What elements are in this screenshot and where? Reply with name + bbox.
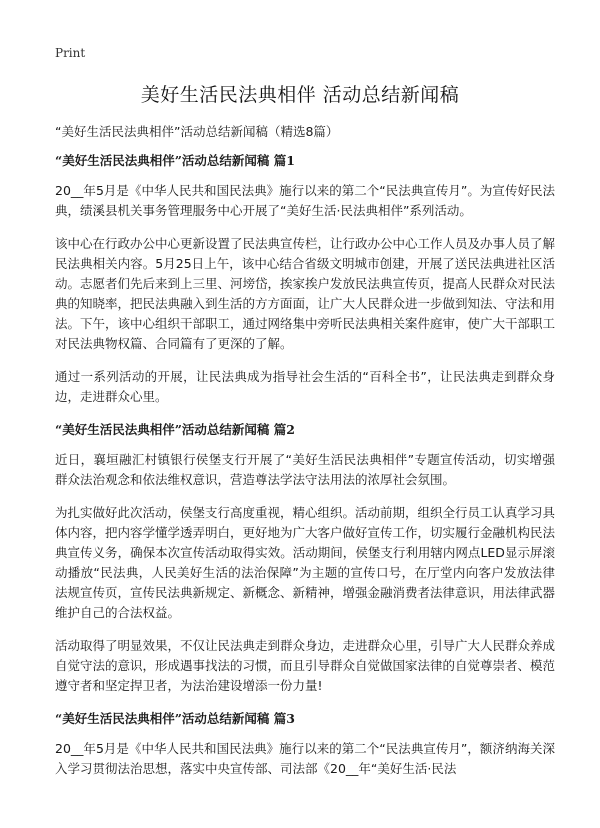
article-section [55,420,555,696]
section-heading: “美好生活民法典相伴”活动总结新闻稿 篇2 [55,422,295,437]
section-heading: “美好生活民法典相伴”活动总结新闻稿 篇1 [55,153,295,168]
document-body [55,122,555,792]
paragraph: 活动取得了明显效果，不仅让民法典走到群众身边，走进群众心里，引导广大人民群众养成自觉守法的意识，形成遇事找法的习惯，而且引导群众自觉做国家法律的自觉尊崇者、模范遵守者和坚定捍卫者，为法治建设增添一份力量! [55,638,556,693]
section-heading: “美好生活民法典相伴”活动总结新闻稿 篇3 [55,711,295,726]
document-subtitle: “美好生活民法典相伴”活动总结新闻稿（精选8篇） [55,124,339,139]
article-section [55,151,555,407]
paragraph: 通过一系列活动的开展，让民法典成为指导社会生活的“百科全书”，让民法典走到群众身边，走进群众心里。 [55,369,555,404]
paragraph: 20__年5月是《中华人民共和国民法典》施行以来的第二个“民法典宣传月”，额济纳海关深入学习贯彻法治思想，落实中央宣传部、司法部《20__年“美好生活·民法 [55,741,555,776]
paragraph: 该中心在行政办公中心更新设置了民法典宣传栏，让行政办公中心工作人员及办事人员了解民法典相关内容。5月25日上午，该中心结合省级文明城市创建，开展了送民法典进社区活动。志愿者们先后来到上三里、河塝岱，挨家挨户发放民法典宣传页，提高人民群众对民法典的知晓率，把民法典融入到生活的方方面面，让广大人民群众进一步做到知法、守法和用法。下午，该中心组织干部职工，通过网络集中旁听民法典相关案件庭审，使广大干部职工对民法典物权篇、合同篇有了更深的了解。 [55,236,556,351]
paragraph: 近日，襄垣融汇村镇银行侯堡支行开展了“美好生活民法典相伴”专题宣传活动，切实增强群众法治观念和依法维权意识，营造尊法学法守法用法的浓厚社会氛围。 [55,452,555,487]
article-section [55,709,555,779]
document-title: 美好生活民法典相伴 活动总结新闻稿 [140,84,460,106]
print-label: Print [55,46,86,60]
paragraph: 为扎实做好此次活动，侯堡支行高度重视，精心组织。活动前期，组织全行员工认真学习具体内容，把内容学懂学透弄明白，更好地为广大客户做好宣传工作，切实履行金融机构民法典宣传义务，确保本次宣传活动取得实效。活动期间，侯堡支行利用辖内网点LED显示屏滚动播放“民法典，人民美好生活的法治保障”为主题的宣传口号，在厅堂内向客户发放法律法规宣传页，宣传民法典新规定、新概念、新精神，增强金融消费者法律意识，用法律武器维护自己的合法权益。 [55,505,556,620]
paragraph: 20__年5月是《中华人民共和国民法典》施行以来的第二个“民法典宣传月”。为宣传好民法典，绩溪县机关事务管理服务中心开展了“美好生活·民法典相伴”系列活动。 [55,183,555,218]
